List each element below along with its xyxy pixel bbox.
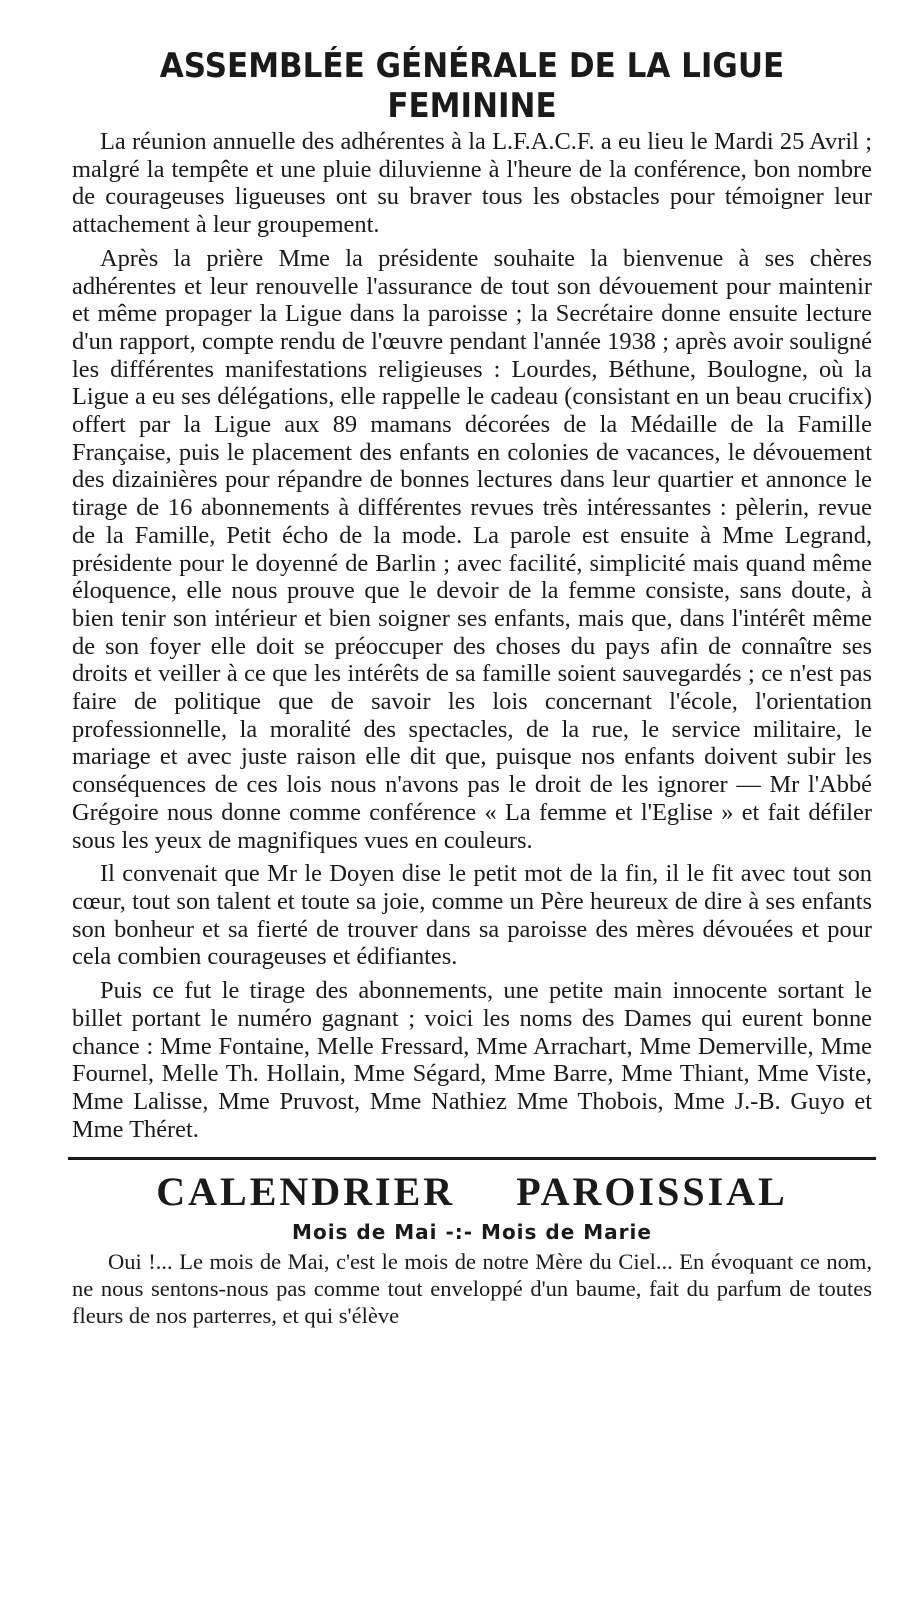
- article-paragraph: Puis ce fut le tirage des abonnements, une petite main innocente sortant le billet portant le numéro gagnant ; voici les noms des Dames qui eurent bonne chance : Mme Fontaine, Melle Fressard, Mme Arrachart, Mme Demerville, Mme Fournel, Melle Th. Hollain, Mme Ségard, Mme Barre, Mme Thiant, Mme Viste, Mme Lalisse, Mme Pruvost, Mme Nathiez Mme Thobois, Mme J.-B. Guyo et Mme Théret.: [72, 977, 872, 1143]
- article-paragraph: La réunion annuelle des adhérentes à la L.F.A.C.F. a eu lieu le Mardi 25 Avril ; malgré la tempête et une pluie diluvienne à l'heure de la conférence, bon nombre de courageuses ligueuses ont su braver tous les obstacles pour témoigner leur attachement à leur groupement.: [72, 128, 872, 239]
- section-subtitle: Mois de Mai -:- Mois de Marie: [292, 1220, 652, 1245]
- article-title: ASSEMBLÉE GÉNÉRALE DE LA LIGUE FEMININE: [159, 46, 785, 126]
- article-paragraph: Il convenait que Mr le Doyen dise le petit mot de la fin, il le fit avec tout son cœur, tout son talent et toute sa joie, comme un Père heureux de dire à ses enfants son bonheur et sa fierté de trouver dans sa paroisse des mères dévouées et pour cela combien courageuses et édifiantes.: [72, 860, 872, 971]
- section-divider: [68, 1157, 876, 1160]
- section-title: CALENDRIER PAROISSIAL: [156, 1169, 788, 1215]
- article-paragraph: Après la prière Mme la présidente souhaite la bienvenue à ses chères adhérentes et leur renouvelle l'assurance de tout son dévouement pour maintenir et même propager la Ligue dans la paroisse ; la Secrétaire donne ensuite lecture d'un rapport, compte rendu de l'œuvre pendant l'année 1938 ; après avoir souligné les différentes manifestations religieuses : Lourdes, Béthune, Boulogne, où la Ligue a eu ses délégations, elle rappelle le cadeau (consistant en un beau crucifix) offert par la Ligue aux 89 mamans décorées de la Médaille de la Famille Française, puis le placement des enfants en colonies de vacances, le dévouement des dizainières pour répandre de bonnes lectures dans leur quartier et annonce le tirage de 16 abonnements à différentes revues très intéressantes : pèlerin, revue de la Famille, Petit écho de la mode. La parole est ensuite à Mme Legrand, présidente pour le doyenné de Barlin ; avec facilité, simplicité mais quand même éloquence, elle nous prouve que le devoir de la femme consiste, sans doute, à bien tenir son intérieur et bien soigner ses enfants, mais que, dans l'intérêt même de son foyer elle doit se préoccuper des choses du pays afin de connaître ses droits et veiller à ce que les intérêts de sa famille soient sauvegardés ; ce n'est pas faire de politique que de savoir les lois concernant l'école, l'orientation professionnelle, la moralité des spectacles, de la rue, le service militaire, le mariage et avec juste raison elle dit que, puisque nos enfants doivent subir les conséquences de ces lois nous n'avons pas le droit de les ignorer — Mr l'Abbé Grégoire nous donne comme conférence « La femme et l'Eglise » et fait défiler sous les yeux de magnifiques vues en couleurs.: [72, 244, 872, 854]
- section-paragraph: Oui !... Le mois de Mai, c'est le mois de notre Mère du Ciel... En évoquant ce nom, ne nous sentons-nous pas comme tout enveloppé d'un baume, fait du parfum de toutes fleurs de nos parterres, et qui s'élève: [72, 1249, 872, 1329]
